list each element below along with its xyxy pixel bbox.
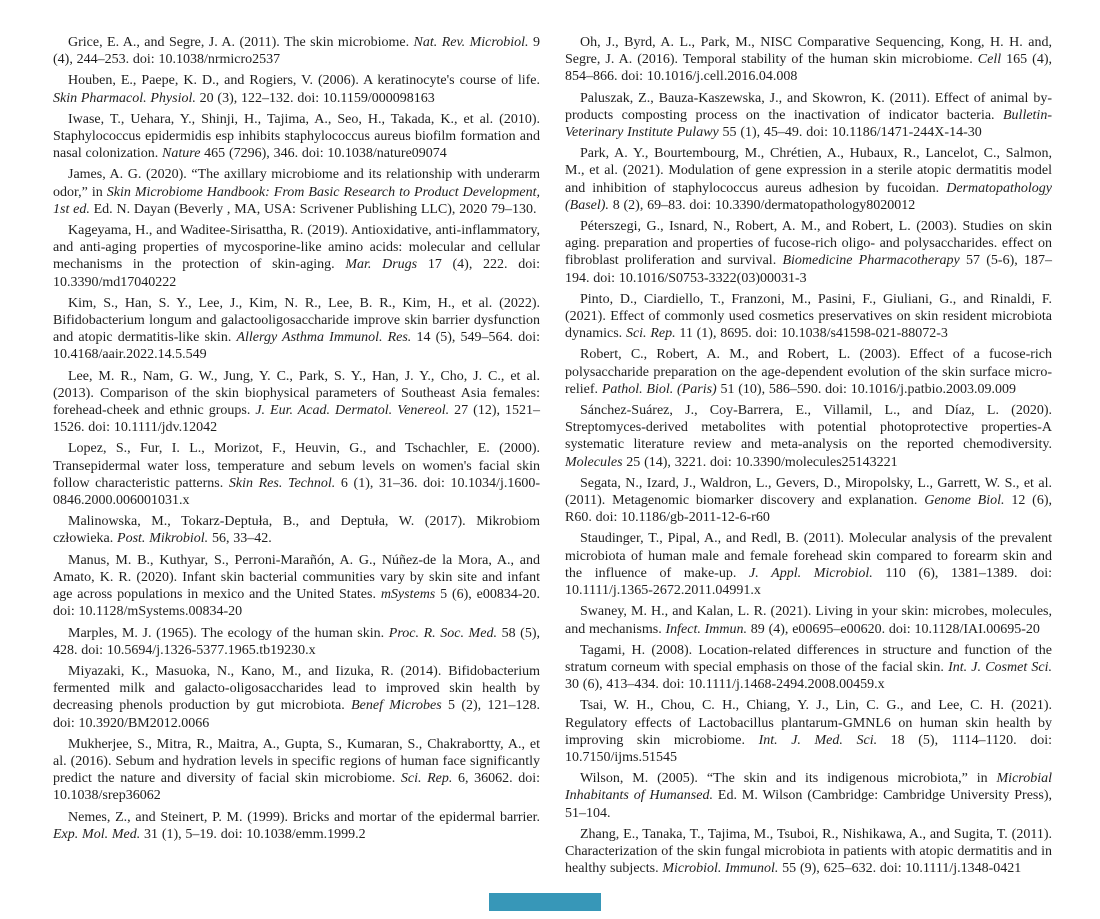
reference-item — [565, 603, 1052, 637]
journal-title: J. Eur. Acad. Dermatol. Venereol. — [255, 403, 450, 419]
reference-text: 11 (1), 8695. doi: 10.1038/s41598-021-88072-3 — [675, 326, 948, 342]
reference-text: Nemes, Z., and Steinert, P. M. (1999). Bricks and mortar of the epidermal barrier. — [68, 809, 540, 825]
reference-text: Miyazaki, K., Masuoka, N., Kano, M., and Iizuka, R. (2014). Bifidobacterium fermented milk and galacto-oligosaccharides lead to improved skin health by decreasing phenols production by gut microbiota. — [53, 663, 540, 714]
references-page — [53, 34, 1052, 881]
reference-item — [565, 770, 1052, 822]
reference-item — [53, 166, 540, 218]
reference-item — [565, 34, 1052, 86]
reference-text: Manus, M. B., Kuthyar, S., Perroni-Marañón, A. G., Núñez-de la Mora, A., and Amato, K. R. (2020). Infant skin bacterial communities vary by skin site and infant age across populations in mexico and the United States. — [53, 552, 540, 603]
reference-text: Segata, N., Izard, J., Waldron, L., Gevers, D., Miropolsky, L., Garrett, W. S., et al. (2011). Metagenomic biomarker discovery and explanation. — [565, 475, 1052, 509]
journal-title: Nat. Rev. Microbiol. — [413, 35, 529, 50]
reference-item — [53, 440, 540, 509]
journal-title: Skin Pharmacol. Physiol. — [53, 90, 196, 106]
reference-text: Mukherjee, S., Mitra, R., Maitra, A., Gupta, S., Kumaran, S., Chakrabortty, A., et al. (2016). Sebum and hydration levels in specific regions of human face significantly predict the nature and diversity of facial skin microbiome. — [53, 736, 540, 787]
reference-text: 55 (1), 45–49. doi: 10.1186/1471-244X-14-30 — [718, 125, 982, 141]
reference-text: 465 (7296), 346. doi: 10.1038/nature09074 — [200, 146, 447, 162]
reference-item — [53, 368, 540, 437]
reference-text: Staudinger, T., Pipal, A., and Redl, B. (2011). Molecular analysis of the prevalent microbiota of human male and female forehead skin compared to forearm skin and the influence of make-up. — [565, 531, 1052, 581]
reference-text: Park, A. Y., Bourtembourg, M., Chrétien, A., Hubaux, R., Lancelot, C., Salmon, M., et al. (2021). Modulation of gene expression in a sterile atopic dermatitis model and inhibition of staphylococcus aureus adhesion by fucoidan. — [565, 146, 1052, 196]
reference-text: Zhang, E., Tanaka, T., Tajima, M., Tsuboi, R., Nishikawa, A., and Sugita, T. (2011). Characterization of the skin fungal microbiota in patients with atopic dermatitis and in healthy subjects. — [565, 826, 1053, 877]
reference-text: Malinowska, M., Tokarz-Deptuła, B., and Deptuła, W. (2017). Mikrobiom człowieka. — [53, 514, 540, 547]
journal-title: Post. Mikrobiol. — [117, 531, 209, 547]
reference-text: 58 (5), 428. doi: 10.5694/j.1326-5377.1965.tb19230.x — [53, 625, 541, 658]
reference-item — [565, 642, 1052, 694]
journal-title: Skin Res. Technol. — [228, 475, 336, 491]
reference-text: 31 (1), 5–19. doi: 10.1038/emm.1999.2 — [140, 826, 366, 842]
reference-text: 17 (4), 222. doi: 10.3390/md17040222 — [53, 257, 540, 290]
reference-text: Kageyama, H., and Waditee-Sirisattha, R. (2019). Antioxidative, anti-inflammatory, and anti-aging properties of mycosporine-like amino acids: molecular and cellular mechanisms in the protection of skin-aging. — [53, 223, 540, 273]
reference-text: 18 (5), 1114–1120. doi: 10.7150/ijms.51545 — [565, 732, 1052, 765]
reference-text: 12 (6), R60. doi: 10.1186/gb-2011-12-6-r60 — [565, 493, 1052, 526]
reference-item — [565, 530, 1052, 599]
reference-item — [53, 736, 540, 805]
reference-text: Kim, S., Han, S. Y., Lee, J., Kim, N. R., Lee, B. R., Kim, H., et al. (2022). Bifidobacterium longum and galactooligosaccharide improve skin barrier dysfunction and atopic dermatitis-like skin. — [53, 295, 540, 346]
reference-text: Grice, E. A., and Segre, J. A. (2011). The skin microbiome. — [68, 35, 414, 50]
journal-title: Infect. Immun. — [665, 621, 748, 637]
reference-text: Lee, M. R., Nam, G. W., Jung, Y. C., Park, S. Y., Han, J. Y., Cho, J. C., et al. (2013). Comparison of the skin biophysical parameters of Southeast Asia females: forehead-cheek and ethnic groups. — [53, 368, 540, 419]
reference-text: 57 (5-6), 187–194. doi: 10.1016/S0753-3322(03)00031-3 — [565, 253, 1052, 286]
reference-text: Tagami, H. (2008). Location-related differences in structure and function of the stratum corneum with special emphasis on those of the facial skin. — [565, 642, 1052, 675]
reference-item — [565, 826, 1052, 878]
reference-text: 165 (4), 854–866. doi: 10.1016/j.cell.2016.04.008 — [565, 52, 1052, 85]
journal-title: Genome Biol. — [924, 493, 1005, 509]
journal-title: Proc. R. Soc. Med. — [388, 625, 497, 641]
reference-text: Ed. M. Wilson (Cambridge: Cambridge University Press), 51–104. — [565, 788, 1052, 821]
reference-text: 55 (9), 625–632. doi: 10.1111/j.1348-0421 — [778, 861, 1022, 877]
journal-title: J. Appl. Microbiol. — [749, 565, 873, 581]
journal-title: Pathol. Biol. (Paris) — [601, 381, 717, 397]
reference-item — [53, 222, 540, 291]
reference-text: Paluszak, Z., Bauza-Kaszewska, J., and Skowron, K. (2011). Effect of animal by-products composting process on the inactivation of indicator bacteria. — [565, 90, 1052, 123]
reference-text: 5 (6), e00834-20. doi: 10.1128/mSystems.00834-20 — [53, 587, 540, 620]
reference-item — [53, 552, 540, 621]
reference-text: 5 (2), 121–128. doi: 10.3920/BM2012.0066 — [53, 698, 540, 731]
reference-text: 8 (2), 69–83. doi: 10.3390/dermatopathology8020012 — [608, 197, 916, 213]
reference-text: 6 (1), 31–36. doi: 10.1034/j.1600-0846.2000.006001031.x — [53, 475, 540, 509]
reference-text: 9 (4), 244–253. doi: 10.1038/nrmicro2537 — [53, 35, 541, 68]
journal-title: Molecules — [565, 454, 623, 470]
reference-item — [565, 697, 1052, 766]
reference-item — [53, 513, 540, 547]
reference-item — [565, 218, 1052, 287]
journal-title: Dermatopathology (Basel). — [565, 180, 1052, 213]
journal-title: Cell — [977, 52, 1002, 68]
reference-text: Robert, C., Robert, A. M., and Robert, L. (2003). Effect of a fucose-rich polysaccharide preparation on the age-dependent evolution of the skin surface micro-relief. — [565, 347, 1052, 397]
reference-text: 27 (12), 1521–1526. doi: 10.1111/jdv.12042 — [53, 403, 540, 436]
reference-item — [53, 809, 540, 843]
reference-text: 110 (6), 1381–1389. doi: 10.1111/j.1365-2672.2011.04991.x — [565, 565, 1052, 599]
reference-text: 20 (3), 122–132. doi: 10.1159/000098163 — [195, 90, 435, 106]
journal-title: Int. J. Med. Sci. — [758, 732, 878, 748]
journal-title: Skin Microbiome Handbook: From Basic Research to Product Development, 1st ed. — [53, 184, 540, 217]
reference-text: 25 (14), 3221. doi: 10.3390/molecules25143221 — [622, 454, 898, 470]
reference-item — [565, 346, 1052, 398]
reference-text: Pinto, D., Ciardiello, T., Franzoni, M., Pasini, F., Giuliani, G., and Rinaldi, F. (2021). Effect of commonly used cosmetics preservatives on skin resident microbiota dynamics. — [565, 291, 1052, 342]
reference-text: 51 (10), 586–590. doi: 10.1016/j.patbio.2003.09.009 — [716, 381, 1016, 397]
journal-title: Exp. Mol. Med. — [53, 826, 141, 842]
journal-title: Biomedicine Pharmacotherapy — [782, 253, 960, 269]
reference-item — [53, 295, 540, 364]
journal-title: mSystems — [380, 587, 436, 603]
reference-text: James, A. G. (2020). “The axillary microbiome and its relationship with underarm odor,” in — [53, 167, 540, 200]
reference-item — [53, 111, 540, 163]
reference-text: 14 (5), 549–564. doi: 10.4168/aair.2022.14.5.549 — [53, 330, 540, 363]
reference-text: 6, 36062. doi: 10.1038/srep36062 — [53, 771, 540, 804]
journal-title: Allergy Asthma Immunol. Res. — [236, 330, 412, 346]
reference-item — [565, 145, 1052, 214]
journal-title: Microbiol. Immunol. — [662, 861, 779, 877]
reference-text: Swaney, M. H., and Kalan, L. R. (2021). Living in your skin: microbes, molecules, and mechanisms. — [565, 604, 1052, 637]
reference-text: Oh, J., Byrd, A. L., Park, M., NISC Comparative Sequencing, Kong, H. H. and, Segre, J. A. (2016). Temporal stability of the human skin microbiome. — [565, 35, 1052, 68]
reference-item — [53, 625, 540, 659]
reference-item — [53, 72, 540, 106]
link-annotation-box[interactable] — [489, 893, 601, 911]
journal-title: Sci. Rep. — [625, 326, 676, 342]
journal-title: Microbial Inhabitants of Humansed. — [565, 771, 1052, 804]
reference-item — [565, 291, 1052, 343]
reference-text: Lopez, S., Fur, I. L., Morizot, F., Heuvin, G., and Tschachler, E. (2000). Transepidermal water loss, temperature and sebum levels on women's facial skin follow characteristic patterns. — [53, 441, 540, 491]
reference-item — [53, 34, 540, 68]
reference-text: Péterszegi, G., Isnard, N., Robert, A. M., and Robert, L. (2003). Studies on skin aging. preparation and properties of fucose-rich oligo- and polysaccharides. effect on fibroblast proliferation and survival. — [565, 219, 1052, 269]
reference-text: Iwase, T., Uehara, Y., Shinji, H., Tajima, A., Seo, H., Takada, K., et al. (2010). Staphylococcus epidermidis esp inhibits staphylococcus aureus biofilm formation and nasal colonization. — [53, 111, 540, 162]
reference-text: Tsai, W. H., Chou, C. H., Chiang, Y. J., Lin, C. G., and Lee, C. H. (2021). Regulatory effects of Lactobacillus plantarum-GMNL6 on human skin health by improving skin microbiome. — [565, 698, 1052, 748]
journal-title: Mar. Drugs — [345, 257, 418, 273]
reference-text: Ed. N. Dayan (Beverly , MA, USA: Scrivener Publishing LLC), 2020 79–130. — [89, 201, 537, 217]
journal-title: Int. J. Cosmet Sci. — [948, 659, 1052, 675]
reference-item — [565, 90, 1052, 142]
reference-text: 30 (6), 413–434. doi: 10.1111/j.1468-2494.2008.00459.x — [565, 677, 885, 693]
journal-title: Nature — [162, 146, 201, 162]
reference-text: 89 (4), e00695–e00620. doi: 10.1128/IAI.00695-20 — [747, 621, 1040, 637]
references-column-right — [565, 34, 1052, 881]
reference-item — [565, 402, 1052, 471]
reference-item — [565, 475, 1052, 527]
journal-title: Sci. Rep. — [400, 771, 453, 787]
journal-title: Bulletin-Veterinary Institute Pulawy — [565, 107, 1052, 141]
reference-text: Marples, M. J. (1965). The ecology of the human skin. — [68, 625, 389, 641]
reference-text: Sánchez-Suárez, J., Coy-Barrera, E., Villamil, L., and Díaz, L. (2020). Streptomyces-derived metabolites with potential photoprotective properties-A systematic literature review and meta-analysis on the reported chemodiversity. — [565, 403, 1052, 453]
reference-item — [53, 663, 540, 732]
reference-text: Houben, E., Paepe, K. D., and Rogiers, V. (2006). A keratinocyte's course of life. — [68, 73, 540, 89]
reference-text: Wilson, M. (2005). “The skin and its indigenous microbiota,” in — [580, 771, 997, 787]
reference-text: 56, 33–42. — [208, 531, 272, 547]
journal-title: Benef Microbes — [351, 698, 442, 714]
references-column-left — [53, 34, 540, 881]
